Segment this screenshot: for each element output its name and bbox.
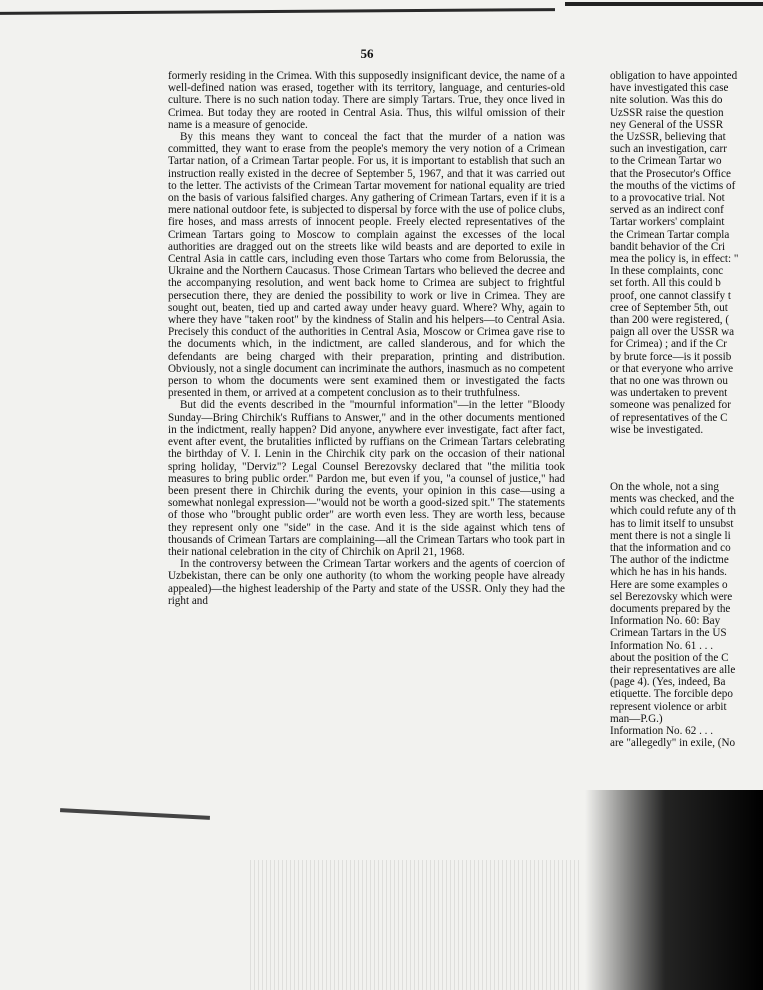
text-line: someone was penalized for [610,399,731,412]
text-line: which could refute any of th [610,505,736,518]
text-line: Information No. 61 . . . [610,639,714,652]
text-line: set forth. All this could b [610,277,721,290]
text-line: was undertaken to prevent [610,387,728,400]
text-line: that no one was thrown ou [610,375,728,388]
text-line: the UzSSR, believing that [610,131,726,144]
paragraph: formerly residing in the Crimea. With this supposedly insignificant device, the name of a well-defined nation was erased, together with its territory, language, and centuries-old culture. There is no such nation today. There are simply Tartars. True, they once lived in Crimea. But today they are rooted in Central Asia. Thus, this wilful omission of their name is a measure of genocide. [168,70,565,131]
text-line: paign all over the USSR wa [610,326,735,339]
text-line: Tartar workers' complaint [610,216,725,229]
text-line: which he has in his hands. [610,566,727,579]
scan-shadow-artifact [585,790,763,990]
text-line: proof, one cannot classify t [610,289,731,302]
text-line: has to limit itself to unsubst [610,517,734,530]
text-line: represent violence or arbit [610,700,727,713]
text-line: about the position of the C [610,651,729,664]
text-line: The author of the indictme [610,554,729,567]
left-text-column [168,70,565,607]
text-line: than 200 were registered, ( [610,314,730,327]
text-line: by brute force—is it possib [610,350,732,363]
text-line: documents prepared by the [610,603,731,616]
text-line: wise be investigated. [610,423,704,436]
text-line: the Crimean Tartar compla [610,228,730,241]
text-line: etiquette. The forcible depo [610,688,733,701]
paragraph: By this means they want to conceal the fact that the murder of a nation was committed, they want to erase from the people's memory the very notion of a Crimean Tartar nation, of a Crimean Tartar people. For us, it is important to establish that such an instruction really existed in the decree of September 5, 1967, and that it was carried out to the letter. The activists of the Crimean Tartar movement for national equality are tried on the basis of various falsified charges. Any gathering of Crimean Tartars, even if it is a mere national outdoor fete, is subjected to dispersal by force with the use of police clubs, fire hoses, and mass arrests of innocent people. Freely elected representatives of the Crimean Tartars going to Moscow to complain against the excesses of the local authorities are dragged out on the streets like wild beasts and are deported to exile in Central Asia in cattle cars, including even those Tartars who come from Belorussia, the Ukraine and the Northern Caucasus. Those Crimean Tartars who believed the decree and the accompanying resolution, and went back home to Crimea are subject to frightful persecution there, they are denied the possibility to work or live in Crimea. They are sought out, beaten, tied up and carted away under heavy guard. Where? Why, again to where they have "taken root" by the kindness of Stalin and his helpers—to Central Asia. Precisely this conduct of the authorities in Central Asia, Moscow or Crimea gave rise to the documents which, in the indictment, are called slanderous, and for which the defendants are being charged with their preparation, printing and distribution. Obviously, not a single document can incriminate the authors, inasmuch as no competent person to whom the documents were sent examined them or investigated the facts presented in them, or arrived at a competent conclusion as to their truthfulness. [168,131,565,400]
page-number: 56 [360,46,374,61]
right-text-column-lower [610,481,763,749]
text-line: the mouths of the victims of [610,179,736,192]
text-line: sel Berezovsky which were [610,590,733,603]
text-line: obligation to have appointed [610,70,738,82]
text-line: Information No. 60: Bay [610,615,721,628]
text-line: or that everyone who arrive [610,362,734,375]
text-line: Here are some examples o [610,578,728,591]
text-line: man—P.G.) [610,712,663,725]
text-line: served as an indirect conf [610,204,724,217]
text-line: to the Crimean Tartar wo [610,155,722,168]
text-line: are "allegedly" in exile, (No [610,737,736,750]
text-line: In these complaints, conc [610,265,724,278]
text-line: nite solution. Was this do [610,94,723,107]
text-line: to a provocative trial. Not [610,192,725,205]
text-line: for Crimea) ; and if the Cr [610,338,727,351]
text-line: that the Prosecutor's Office [610,167,731,180]
text-line: ments was checked, and the [610,493,735,506]
scan-mark-artifact [60,808,210,820]
paragraph: In the controversy between the Crimean Tartar workers and the agents of coercion of Uzbekistan, there can be only one authority (to whom the working people have already appealed)—the highest leadership of the Party and state of the USSR. Only they had the right and [168,558,565,607]
right-text-column-upper [610,70,763,436]
text-line: cree of September 5th, out [610,301,728,314]
text-line: their representatives are alle [610,664,736,677]
text-line: Information No. 62 . . . [610,725,714,738]
text-line: such an investigation, carr [610,143,727,156]
text-line: of representatives of the C [610,411,728,424]
text-line: have investigated this case [610,82,729,95]
text-line: UzSSR raise the question [610,106,724,119]
text-line: (page 4). (Yes, indeed, Ba [610,676,726,689]
paragraph: But did the events described in the "mournful information"—in the letter "Bloody Sunday—Bring Chirchik's Ruffians to Answer," and in the other documents mentioned in the indictment, really happen? Did anyone, anywhere ever investigate, fact after fact, event after event, the brutalities inflicted by ruffians on the Crimean Tartars celebrating the birthday of V. I. Lenin in the Chirchik city park on the occasion of their national spring holiday, "Derviz"? Legal Counsel Berezovsky declared that "the militia took measures to bring public order." Pardon me, but even if you, "a counsel of justice," had been present there in Chirchik during the events, your opinion in this case—using a somewhat nonlegal expression—"would not be worth a good-sized spit." The statements of those who "brought public order" are worth even less. They are worth less, because they represent only one "side" in the case. And it is the side against which tens of thousands of Crimean Tartars are complaining—all the Crimean Tartars who took part in their national celebration in the city of Chirchik on April 21, 1968. [168,399,565,558]
text-line: that the information and co [610,542,731,555]
text-line: ment there is not a single li [610,529,731,542]
text-line: bandit behavior of the Cri [610,240,726,253]
text-line: mea the policy is, in effect: " [610,253,739,266]
scan-noise-artifact [250,860,580,990]
text-line: Crimean Tartars in the US [610,627,727,640]
text-line: ney General of the USSR [610,118,724,131]
scan-edge-rule-right [565,2,763,6]
scan-edge-rule-left [0,8,555,15]
text-line: On the whole, not a sing [610,481,719,493]
